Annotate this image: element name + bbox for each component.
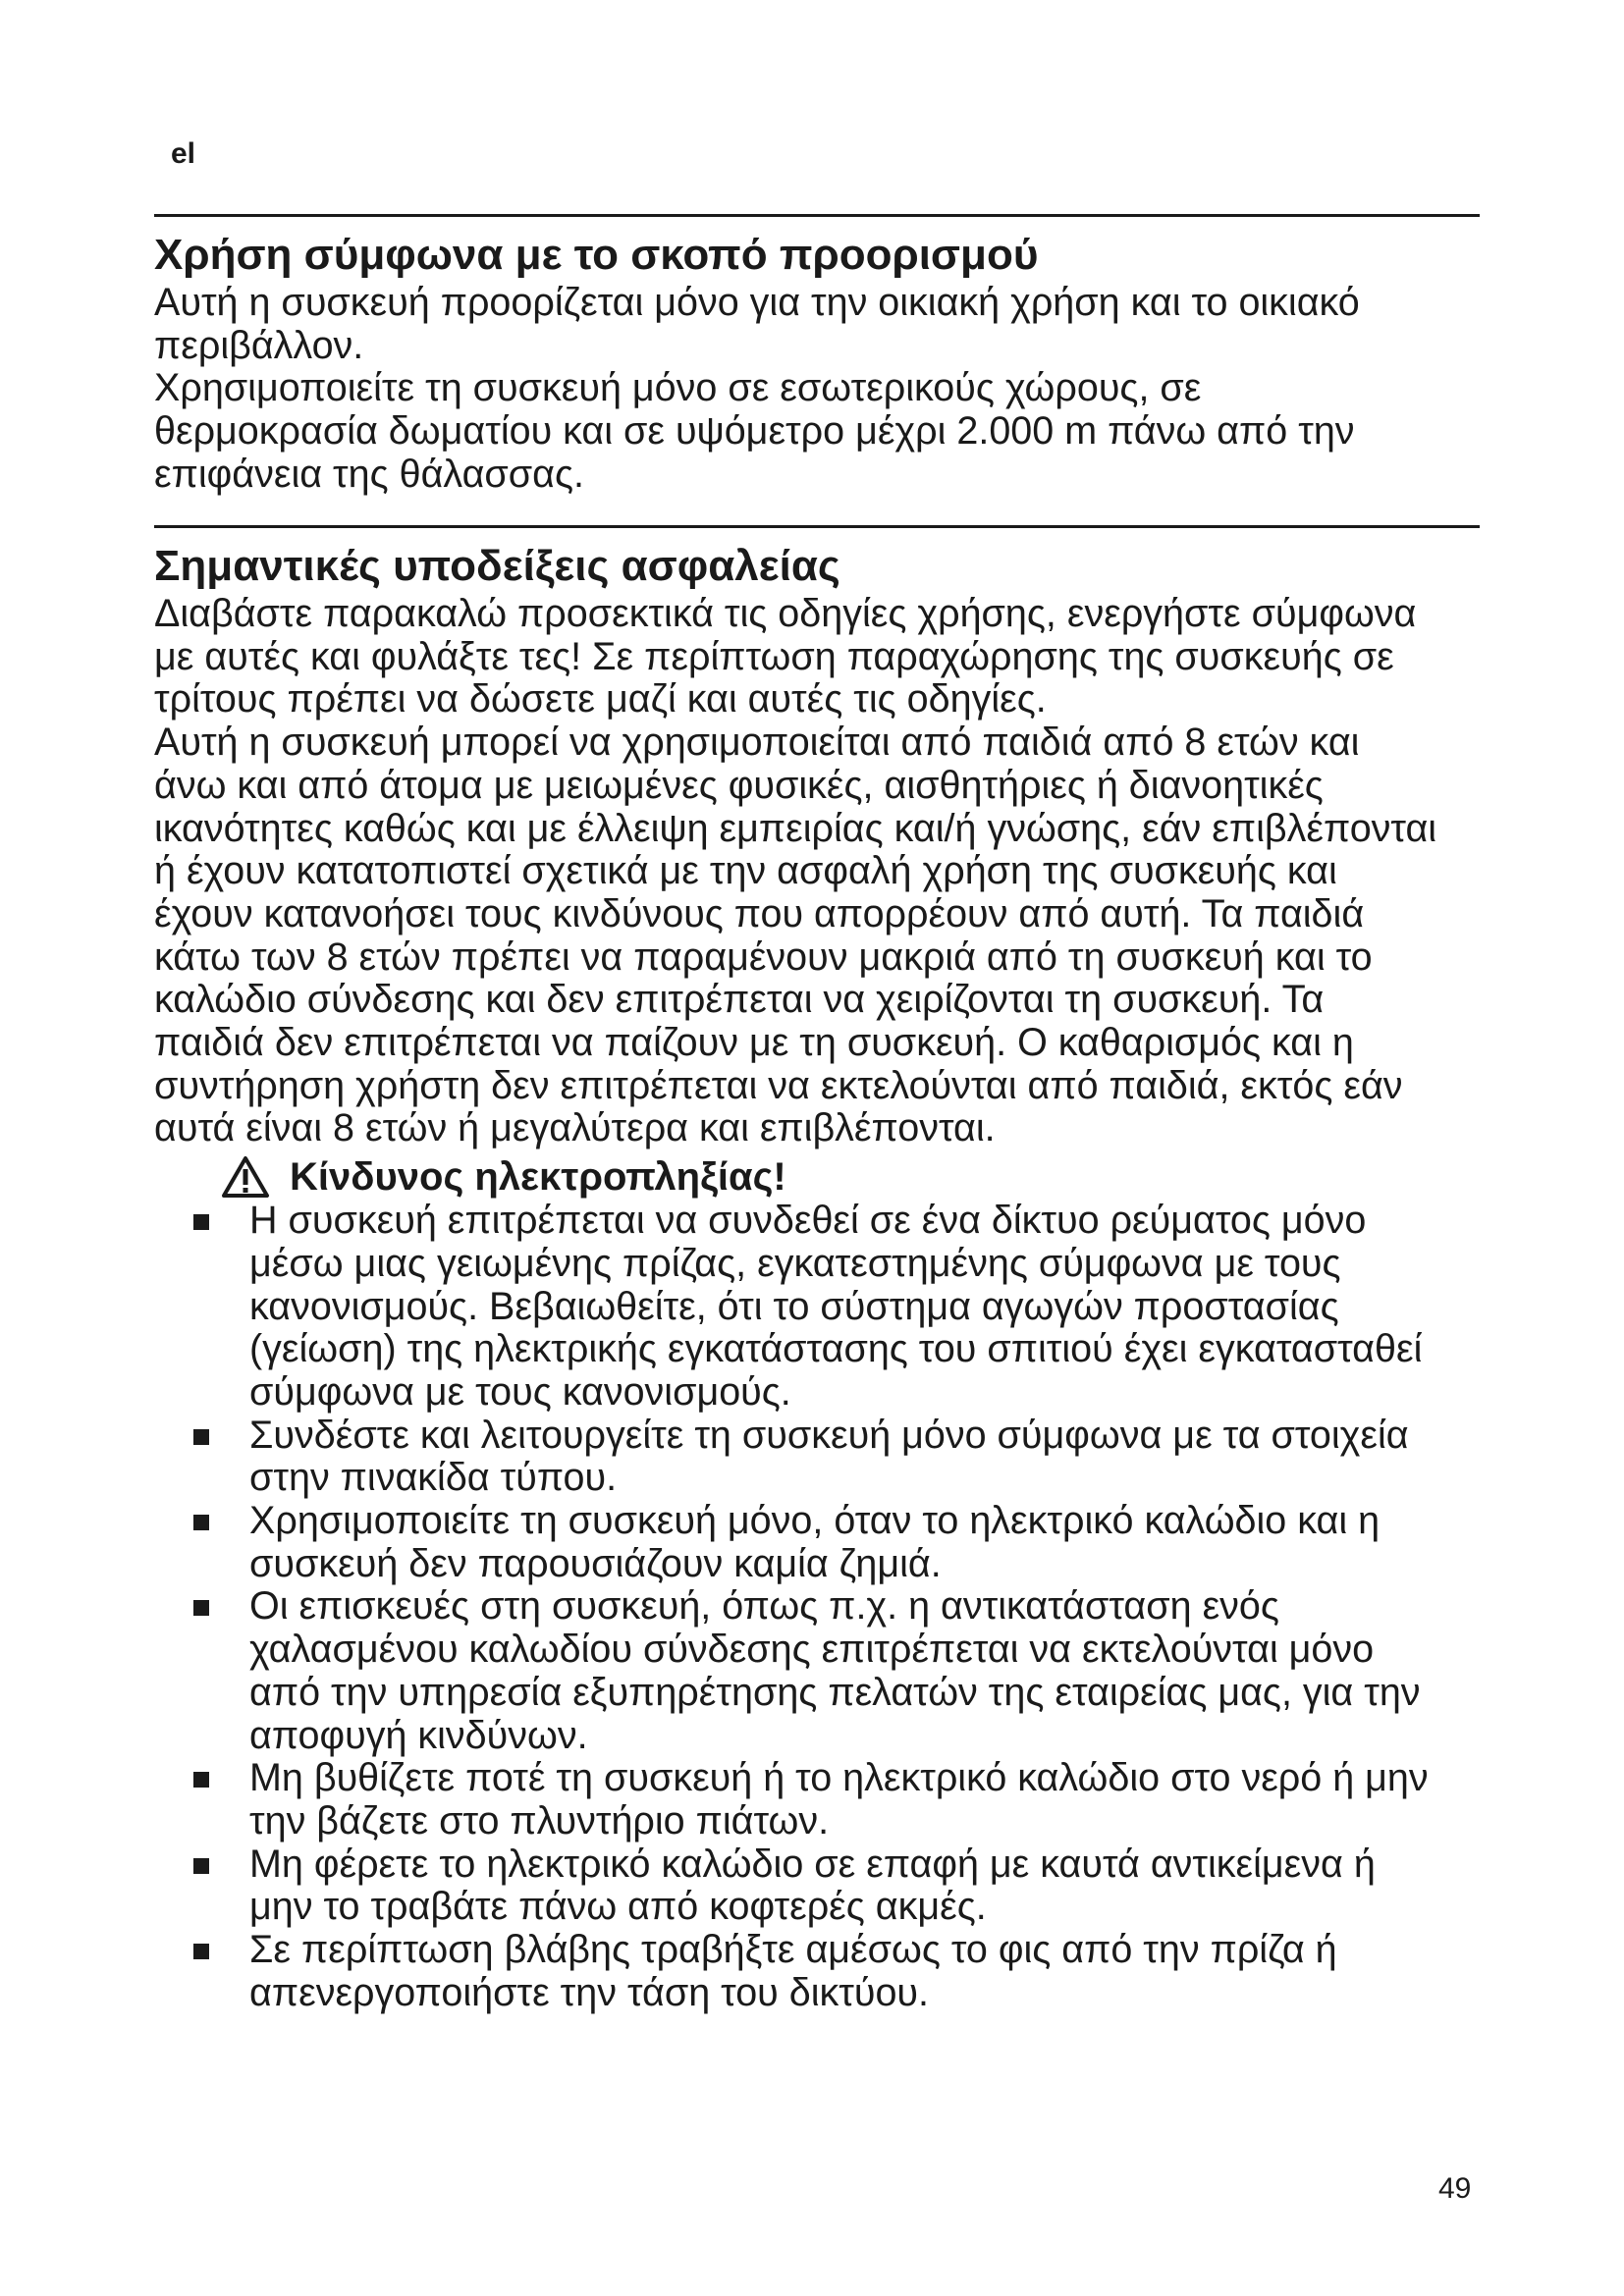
list-item: Σε περίπτωση βλάβης τραβήξτε αμέσως το φις από την πρίζα ή απενεργοποιήστε την τάση του δικτύου. xyxy=(191,1929,1440,2014)
electric-shock-warning xyxy=(221,1154,1440,1200)
list-item: Συνδέστε και λειτουργείτε τη συσκευή μόνο σύμφωνα με τα στοιχεία στην πινακίδα τύπου. xyxy=(191,1415,1440,1500)
list-item: Οι επισκευές στη συσκευή, όπως π.χ. η αντικατάσταση ενός χαλασμένου καλωδίου σύνδεσης επιτρέπεται να εκτελούνται μόνο από την υπηρεσία εξυπηρέτησης πελατών της εταιρείας μας, για την αποφυγή κινδύνων. xyxy=(191,1585,1440,1757)
intended-use-section xyxy=(154,231,1431,497)
language-code: el xyxy=(171,137,196,170)
bullet-square-icon xyxy=(193,1858,209,1874)
paragraph: Αυτή η συσκευή προορίζεται μόνο για την οικιακή χρήση και το οικιακό περιβάλλον. xyxy=(154,281,1360,367)
bullet-square-icon xyxy=(193,1214,209,1230)
page-number: 49 xyxy=(1438,2172,1472,2205)
list-item: Μη φέρετε το ηλεκτρικό καλώδιο σε επαφή με καυτά αντικείμενα ή μην το τραβάτε πάνω από κοφτερές ακμές. xyxy=(191,1843,1440,1929)
list-item: Μη βυθίζετε ποτέ τη συσκευή ή το ηλεκτρικό καλώδιο στο νερό ή μην την βάζετε στο πλυντήριο πιάτων. xyxy=(191,1757,1440,1842)
paragraph: Διαβάστε παρακαλώ προσεκτικά τις οδηγίες χρήσης, ενεργήστε σύμφωνα με αυτές και φυλάξτε τες! Σε περίπτωση παραχώρησης της συσκευής σε τρίτους πρέπει να δώσετε μαζί και αυτές τις οδηγίες. xyxy=(154,592,1417,721)
paragraph: Αυτή η συσκευή μπορεί να χρησιμοποιείται από παιδιά από 8 ετών και άνω και από άτομα με μειωμένες φυσικές, αισθητήριες ή διανοητικές ικανότητες καθώς και με έλλειψη εμπειρίας και/ή γνώσης, εάν επιβλέπονται ή έχουν κατατοπιστεί σχετικά με την ασφαλή χρήση της συσκευής και έχουν κατανοήσει τους κινδύνους που απορρέουν από αυτή. Τα παιδιά κάτω των 8 ετών πρέπει να παραμένουν μακριά από τη συσκευή και το καλώδιο σύνδεσης και δεν επιτρέπεται να χειρίζονται τη συσκευή. Τα παιδιά δεν επιτρέπεται να παίζουν με τη συσκευή. Ο καθαρισμός και η συντήρηση χρήστη δεν επιτρέπεται να εκτελούνται από παιδιά, εκτός εάν αυτά είναι 8 ετών ή μεγαλύτερα και επιβλέπονται. xyxy=(154,721,1437,1150)
safety-section xyxy=(154,542,1440,2015)
safety-bullet-list xyxy=(154,1200,1440,2014)
list-item: Χρησιμοποιείτε τη συσκευή μόνο, όταν το ηλεκτρικό καλώδιο και η συσκευή δεν παρουσιάζουν καμία ζημιά. xyxy=(191,1500,1440,1585)
section-heading: Χρήση σύμφωνα με το σκοπό προορισμού xyxy=(154,231,1039,279)
section-heading: Σημαντικές υποδείξεις ασφαλείας xyxy=(154,542,840,590)
bullet-square-icon xyxy=(193,1772,209,1788)
section-divider xyxy=(154,525,1480,528)
section-divider xyxy=(154,214,1480,217)
bullet-square-icon xyxy=(193,1515,209,1530)
bullet-square-icon xyxy=(193,1429,209,1445)
bullet-square-icon xyxy=(193,1600,209,1616)
warning-triangle-icon xyxy=(221,1155,270,1199)
paragraph: Χρησιμοποιείτε τη συσκευή μόνο σε εσωτερικούς χώρους, σε θερμοκρασία δωματίου και σε υψόμετρο μέχρι 2.000 m πάνω από την επιφάνεια της θάλασσας. xyxy=(154,366,1355,496)
warning-title: Κίνδυνος ηλεκτροπληξίας! xyxy=(290,1155,786,1200)
list-item: Η συσκευή επιτρέπεται να συνδεθεί σε ένα δίκτυο ρεύματος μόνο μέσω μιας γειωμένης πρίζας, εγκατεστημένης σύμφωνα με τους κανονισμούς. Βεβαιωθείτε, ότι το σύστημα αγωγών προστασίας (γείωση) της ηλεκτρικής εγκατάστασης του σπιτιού έχει εγκατασταθεί σύμφωνα με τους κανονισμούς. xyxy=(191,1200,1440,1415)
bullet-square-icon xyxy=(193,1944,209,1959)
